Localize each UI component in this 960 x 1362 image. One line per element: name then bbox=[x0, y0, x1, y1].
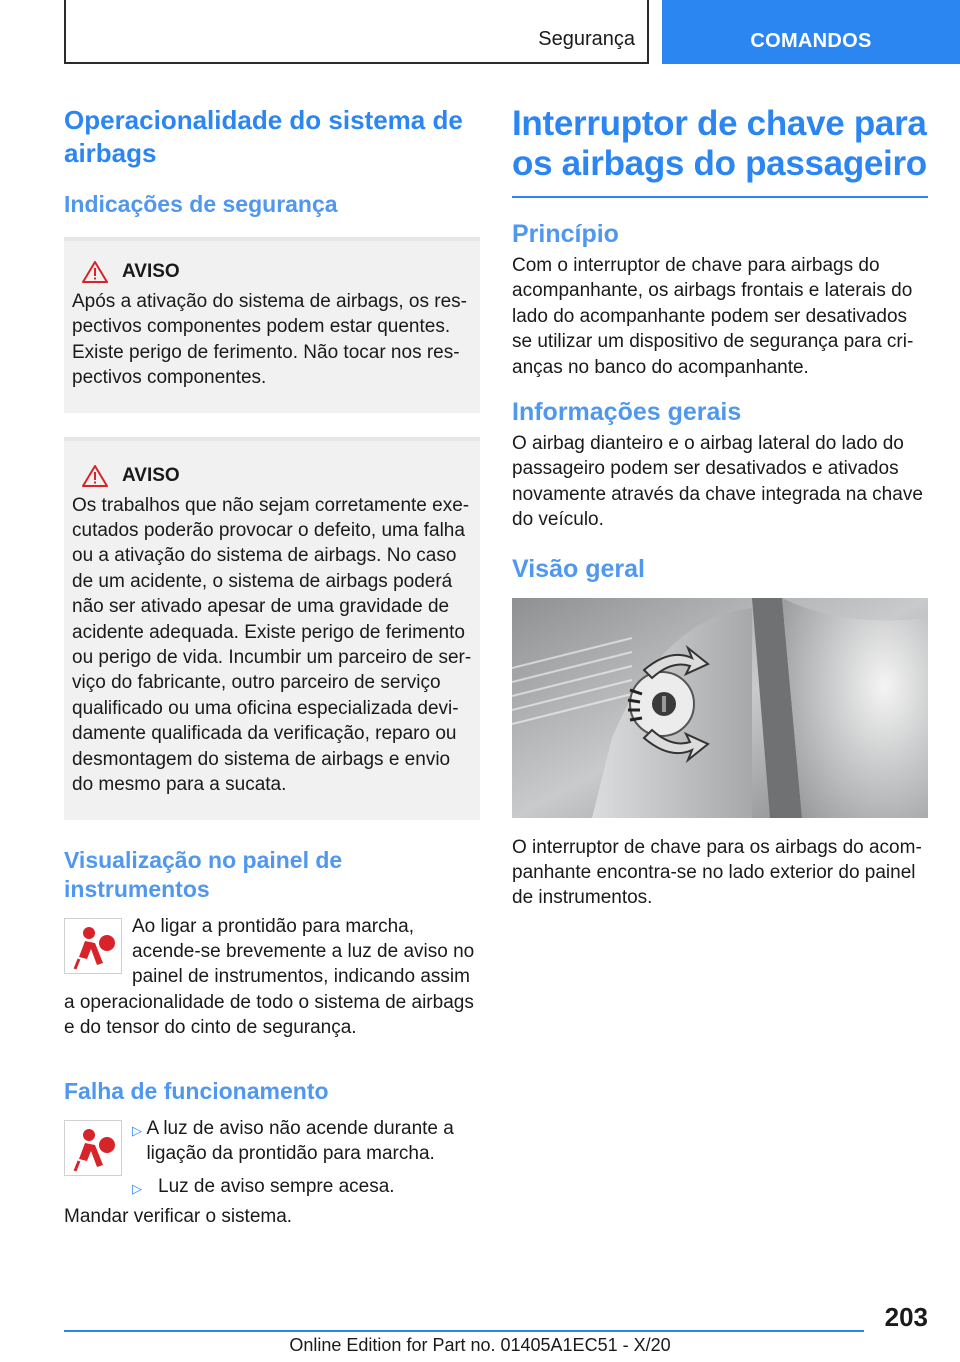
general-info-text: O airbag dianteiro e o airbag lateral do lado do passageiro podem ser desativados e ativados novamente através da chave integrada na chave do veículo. bbox=[512, 433, 923, 531]
heading-instrument-display: Visualização no painel de instrumentos bbox=[64, 846, 343, 902]
heading-principle: Princípio bbox=[512, 220, 619, 248]
section-title-key-switch: Interruptor de chave para os airbags do passageiro bbox=[512, 104, 927, 183]
warning-triangle-icon bbox=[82, 465, 108, 487]
principle-text: Com o interruptor de chave para airbags do acompanhante, os airbags frontais e laterais do lado do acompanhante podem ser desativados se utilizar um dispositivo de segurança para cri‐anças no banco do acompanhante. bbox=[512, 255, 914, 378]
indicator-description: Ao ligar a prontidão para marcha, acende-se brevemente a luz de aviso no painel de instrumentos, indicando assim a operacionalidade de todo o sistema de airbags e do tensor do cinto de segurança. bbox=[64, 915, 475, 1039]
header-chapter-tab[interactable] bbox=[662, 0, 960, 64]
left-column bbox=[64, 104, 480, 1229]
warning-label: AVISO bbox=[122, 464, 180, 486]
airbag-warning-light-icon bbox=[64, 918, 122, 974]
malfunction-action: Mandar verificar o sistema. bbox=[64, 1205, 293, 1227]
warning-text: Os trabalhos que não sejam corretamente exe‐cutados poderão provocar o defeito, uma falha ou a ativação do sistema de airbags. No caso de um acidente, o sistema de airbags poderá não ser ativado apesar de uma gravidade de acidente adequada. Existe perigo de ferimento ou perigo de vida. Incumbir um parceiro de ser‐viço do fabricante, outro parceiro de serviço qualificado ou uma oficina especializada devi‐damente qualificada da verificação, reparo ou desmontagem do sistema de airbags e envio do mesmo para a sucata. bbox=[72, 494, 472, 796]
heading-safety-notes: Indicações de segurança bbox=[64, 191, 338, 217]
header-chapter-label: COMANDOS bbox=[750, 30, 872, 52]
right-column bbox=[512, 104, 928, 911]
list-item: ▷ Luz de aviso sempre acesa. bbox=[132, 1174, 480, 1201]
airbag-warning-light-icon bbox=[64, 1120, 122, 1176]
warning-label: AVISO bbox=[122, 261, 180, 282]
heading-overview: Visão geral bbox=[512, 554, 645, 583]
page-number: 203 bbox=[884, 1302, 928, 1332]
key-switch-figure bbox=[512, 598, 928, 823]
header-section-label: Segurança bbox=[538, 28, 635, 50]
list-item: ▷ A luz de aviso não acende durante a ligação da prontidão para marcha. bbox=[132, 1116, 480, 1167]
title-divider bbox=[512, 196, 928, 198]
footer-divider bbox=[64, 1330, 864, 1332]
warning-triangle-icon bbox=[82, 261, 108, 283]
heading-malfunction: Falha de funcionamento bbox=[64, 1077, 329, 1104]
bullet-triangle-icon: ▷ bbox=[132, 1181, 142, 1197]
section-title-airbag-operation: Operacionalidade do sistema de airbags bbox=[64, 105, 463, 168]
bullet-triangle-icon: ▷ bbox=[132, 1122, 142, 1138]
warning-text: Após a ativação do sistema de airbags, os res‐pectivos componentes podem estar quentes. Existe perigo de ferimento. Não tocar nos res‐pectivos componentes. bbox=[72, 291, 467, 389]
warning-box-2 bbox=[64, 437, 480, 820]
heading-general-info: Informações gerais bbox=[512, 398, 742, 427]
footer-edition: Online Edition for Part no. 01405A1EC51 - X/20 bbox=[289, 1335, 671, 1355]
malfunction-block bbox=[64, 1116, 480, 1230]
warning-box-1 bbox=[64, 237, 480, 413]
key-switch-photo bbox=[512, 598, 928, 818]
indicator-paragraph bbox=[64, 914, 480, 1041]
header-section-box bbox=[64, 0, 649, 64]
figure-caption: O interruptor de chave para os airbags do acom‐panhante encontra-se no lado exterior do painel de instrumentos. bbox=[512, 836, 922, 909]
